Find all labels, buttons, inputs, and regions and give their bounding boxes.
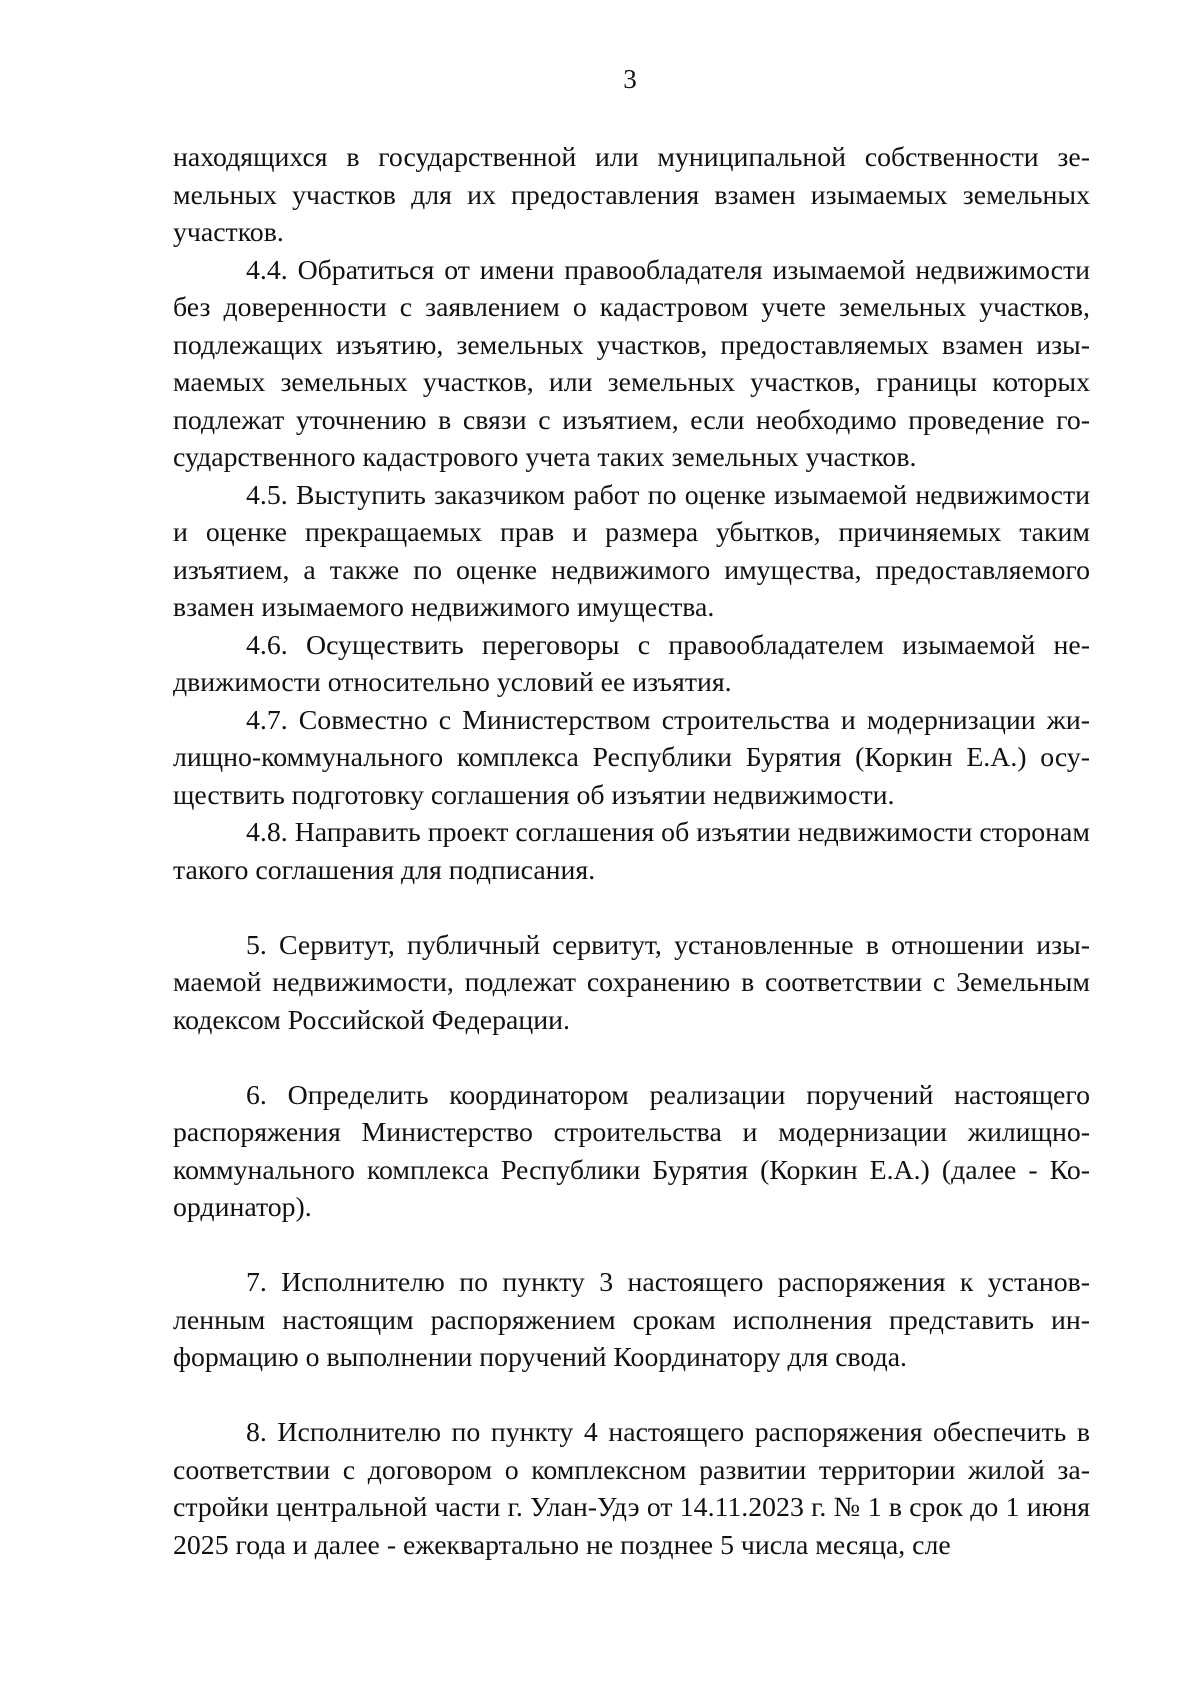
paragraph-4-4: 4.4. Обратиться от имени правообладателя изымаемой недвижимости без доверенности с заявлением о кадастровом учете земельных участков, подлежащих изъятию, земельных участков, предоставляемых взамен изымаемых земельных участков, или земельных участков, границы которых подлежат уточнению в связи с изъятием, если необходимо проведение государственного кадастрового учета таких земельных участков.: [173, 254, 1090, 473]
paragraph-5: 5. Сервитут, публичный сервитут, установленные в отношении изымаемой недвижимости, подлежат сохранению в соответствии с Земельным кодексом Российской Федерации.: [173, 929, 1090, 1036]
paragraph-4-6: 4.6. Осуществить переговоры с правообладателем изымаемой недвижимости относительно условий ее изъятия.: [173, 629, 1090, 698]
page-number: 3: [623, 64, 637, 94]
document-body: [173, 139, 1090, 1564]
paragraph-7: 7. Исполнителю по пункту 3 настоящего распоряжения к установленным настоящим распоряжением срокам исполнения представить информацию о выполнении поручений Координатору для свода.: [173, 1267, 1090, 1373]
paragraph-continuation: находящихся в государственной или муниципальной собственности земельных участков для их предоставления взамен изымаемых земельных участков.: [173, 142, 1090, 248]
paragraph-4-7: 4.7. Совместно с Министерством строительства и модернизации жилищно-коммунального комплекса Республики Бурятия (Коркин Е.А.) осуществить подготовку соглашения об изъятии недвижимости.: [173, 704, 1090, 811]
paragraph-4-5: 4.5. Выступить заказчиком работ по оценке изымаемой недвижимости и оценке прекращаемых прав и размера убытков, причиняемых таким изъятием, а также по оценке недвижимого имущества, предоставляемого взамен изымаемого недвижимого имущества.: [173, 479, 1090, 623]
paragraph-6: 6. Определить координатором реализации поручений настоящего распоряжения Министерство строительства и модернизации жилищно-коммунального комплекса Республики Бурятия (Коркин Е.А.) (далее - Координатор).: [173, 1079, 1090, 1223]
paragraph-8: 8. Исполнителю по пункту 4 настоящего распоряжения обеспечить в соответствии с договором о комплексном развитии территории жилой застройки центральной части г. Улан-Удэ от 14.11.2023 г. № 1 в срок до 1 июня 2025 года и далее - ежеквартально не позднее 5 числа месяца, сле: [173, 1417, 1090, 1561]
paragraph-4-8: 4.8. Направить проект соглашения об изъятии недвижимости сторонам такого соглашения для подписания.: [173, 817, 1090, 886]
